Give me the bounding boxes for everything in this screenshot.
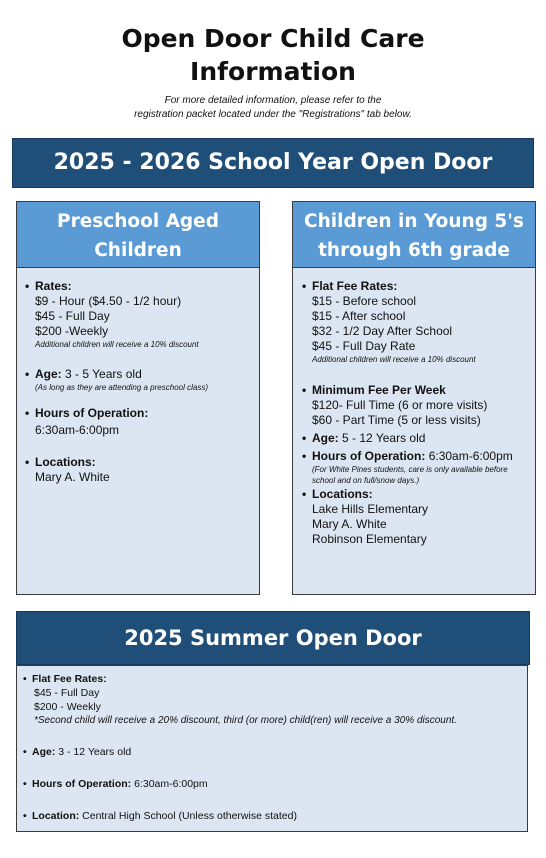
young5-location-3: Robinson Elementary <box>312 532 427 546</box>
preschool-heading-line-2: Children <box>94 240 182 261</box>
young5-min-fee-2: $60 - Part Time (5 or less visits) <box>312 413 481 427</box>
young5-location-2: Mary A. White <box>312 517 387 531</box>
young5-heading-line-2: through 6th grade <box>318 240 510 261</box>
preschool-rates-label: Rates: <box>35 279 72 293</box>
young5-min-fee <box>302 383 488 428</box>
preschool-rate-3: $200 -Weekly <box>35 324 109 338</box>
preschool-heading-line-1: Preschool Aged <box>57 211 219 232</box>
summer-hours <box>23 777 208 791</box>
young5-age-label: Age: <box>312 431 339 445</box>
summer-hours-label: Hours of Operation: <box>32 778 132 790</box>
young5-rates-note: Additional children will receive a 10% discount <box>312 355 476 364</box>
young5-hours-note-2: school and on full/snow days.) <box>312 476 420 485</box>
bullet: • <box>25 455 30 469</box>
young5-box <box>292 201 536 595</box>
preschool-rate-2: $45 - Full Day <box>35 309 110 323</box>
bullet: • <box>23 810 27 822</box>
summer-rates-label: Flat Fee Rates: <box>32 673 107 685</box>
preschool-age-value: 3 - 5 Years old <box>65 367 142 381</box>
summer-age <box>23 745 132 759</box>
bullet: • <box>23 673 27 685</box>
young5-rate-2: $15 - After school <box>312 309 406 323</box>
young5-rate-1: $15 - Before school <box>312 294 417 308</box>
preschool-age-label: Age: <box>35 367 62 381</box>
preschool-hours-value: 6:30am-6:00pm <box>35 423 120 437</box>
summer-hours-value: 6:30am-6:00pm <box>134 778 208 790</box>
preschool-location-1: Mary A. White <box>35 470 110 484</box>
preschool-hours-label: Hours of Operation: <box>35 406 149 420</box>
school-year-banner-text: 2025 - 2026 School Year Open Door <box>53 150 493 175</box>
young5-age-value: 5 - 12 Years old <box>342 431 426 445</box>
subtitle-line-2: registration packet located under the "Registrations" tab below. <box>134 109 412 120</box>
bullet: • <box>25 367 30 381</box>
title-line-2: Information <box>190 57 356 86</box>
preschool-age <box>25 367 208 393</box>
summer-location-label: Location: <box>32 810 80 822</box>
preschool-locations <box>25 455 110 485</box>
bullet: • <box>302 449 307 463</box>
preschool-hours <box>25 406 149 438</box>
summer-rate-1: $45 - Full Day <box>34 687 100 699</box>
page-subtitle <box>0 94 546 122</box>
young5-hours <box>302 449 513 486</box>
summer-banner <box>16 611 530 665</box>
young5-hours-note-1: (For White Pines students, care is only available before <box>312 465 508 474</box>
preschool-rates <box>25 279 199 350</box>
young5-rates <box>302 279 476 365</box>
young5-age <box>302 431 426 446</box>
bullet: • <box>302 431 307 445</box>
young5-rate-4: $45 - Full Day Rate <box>312 339 416 353</box>
bullet: • <box>302 487 307 501</box>
summer-rate-2: $200 - Weekly <box>34 701 101 713</box>
preschool-rates-note: Additional children will receive a 10% discount <box>35 340 199 349</box>
bullet: • <box>302 383 307 397</box>
summer-age-value: 3 - 12 Years old <box>58 746 132 758</box>
young5-min-fee-1: $120- Full Time (6 or more visits) <box>312 398 488 412</box>
young5-locations-label: Locations: <box>312 487 373 501</box>
school-year-banner <box>12 138 534 188</box>
bullet: • <box>23 746 27 758</box>
summer-location <box>23 809 297 823</box>
young5-location-1: Lake Hills Elementary <box>312 502 429 516</box>
young5-rate-3: $32 - 1/2 Day After School <box>312 324 453 338</box>
young5-locations <box>302 487 429 547</box>
page-title <box>0 22 546 88</box>
preschool-locations-label: Locations: <box>35 455 96 469</box>
subtitle-line-1: For more detailed information, please refer to the <box>164 95 382 106</box>
preschool-age-note: (As long as they are attending a preschool class) <box>35 383 208 392</box>
summer-age-label: Age: <box>32 746 56 758</box>
bullet: • <box>25 406 30 420</box>
summer-rates <box>23 672 457 727</box>
young5-min-fee-label: Minimum Fee Per Week <box>312 383 446 397</box>
preschool-box <box>16 201 260 595</box>
summer-rates-note: *Second child will receive a 20% discount, third (or more) child(ren) will receive a 30% discount. <box>34 715 457 726</box>
preschool-heading <box>17 202 259 268</box>
summer-location-value: Central High School (Unless otherwise stated) <box>82 810 297 822</box>
young5-rates-label: Flat Fee Rates: <box>312 279 398 293</box>
young5-heading <box>293 202 535 268</box>
title-line-1: Open Door Child Care <box>121 24 425 53</box>
summer-banner-text: 2025 Summer Open Door <box>124 626 422 650</box>
young5-hours-value: 6:30am-6:00pm <box>428 449 513 463</box>
summer-box <box>16 665 528 832</box>
young5-heading-line-1: Children in Young 5's <box>304 211 524 232</box>
bullet: • <box>23 778 27 790</box>
preschool-rate-1: $9 - Hour ($4.50 - 1/2 hour) <box>35 294 182 308</box>
young5-hours-label: Hours of Operation: <box>312 449 426 463</box>
bullet: • <box>25 279 30 293</box>
bullet: • <box>302 279 307 293</box>
